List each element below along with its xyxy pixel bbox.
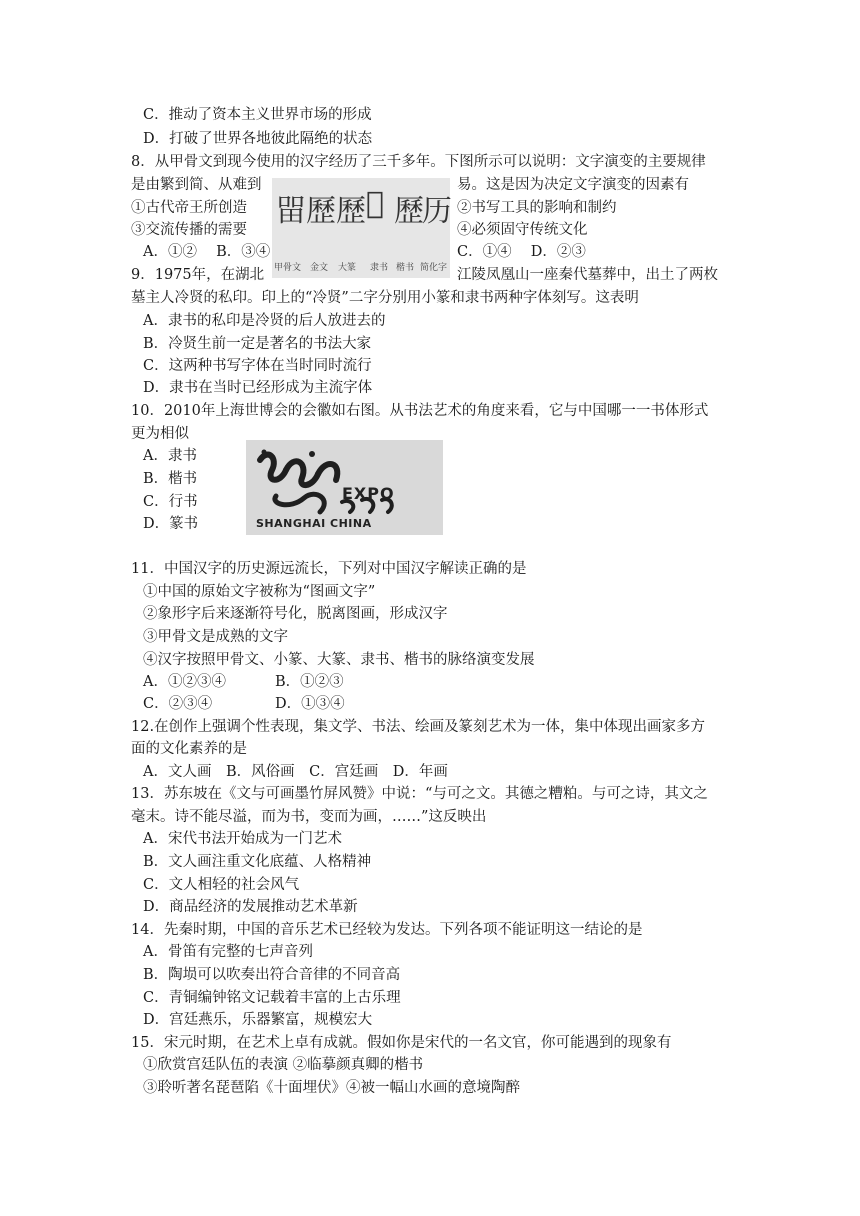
q11-option-d: D．①③④ bbox=[275, 696, 345, 712]
caption-regular: 楷书 bbox=[396, 263, 415, 273]
q8-item-4: ④必须固守传统文化 bbox=[457, 222, 588, 238]
q9-option-a: A．隶书的私印是冷贤的后人放进去的 bbox=[143, 313, 386, 329]
q10-option-d: D．篆书 bbox=[143, 516, 199, 532]
q14-stem: 14．先秦时期，中国的音乐艺术已经较为发达。下列各项不能证明这一结论的是 bbox=[131, 922, 643, 938]
q14-option-b: B．陶埙可以吹奏出符合音律的不同音高 bbox=[143, 967, 401, 983]
q11-stem: 11．中国汉字的历史源远流长，下列对中国汉字解读正确的是 bbox=[131, 561, 527, 577]
q9-stem-line2: 墓主人冷贤的私印。印上的“冷贤”二字分别用小篆和隶书两种字体刻写。这表明 bbox=[131, 290, 639, 306]
q8-options-ab: A．①② B．③④ bbox=[143, 244, 271, 260]
q12-stem-line2: 面的文化素养的是 bbox=[131, 741, 247, 757]
q7-option-c: C．推动了资本主义世界市场的形成 bbox=[143, 107, 372, 123]
glyph-large-seal: 歷 bbox=[336, 194, 366, 229]
q10-option-c: C．行书 bbox=[143, 494, 198, 510]
q9-option-b: B．冷贤生前一定是著名的书法大家 bbox=[143, 336, 372, 352]
logo-expo-text: EXPO bbox=[342, 484, 395, 503]
q8-options-cd: C．①④ D．②③ bbox=[457, 244, 586, 260]
q10-stem-line2: 更为相似 bbox=[131, 426, 189, 442]
glyph-clerical: 𢉎 bbox=[366, 186, 385, 221]
q11-statement-2: ②象形字后来逐渐符号化，脱离图画，形成汉字 bbox=[143, 606, 448, 622]
q13-stem-line1: 13．苏东坡在《文与可画墨竹屏风赞》中说：“与可之文。其德之糟粕。与可之诗，其文之 bbox=[131, 786, 708, 802]
q10-option-a: A．隶书 bbox=[143, 448, 197, 464]
q11-statement-3: ③甲骨文是成熟的文字 bbox=[143, 629, 288, 645]
q15-stem: 15．宋元时期，在艺术上卓有成就。假如你是宋代的一名文官，你可能遇到的现象有 bbox=[131, 1035, 672, 1051]
q13-stem-line2: 毫末。诗不能尽溢，而为书，变而为画，……”这反映出 bbox=[131, 809, 487, 825]
expo-logo-figure bbox=[246, 440, 443, 535]
script-evolution-figure bbox=[272, 178, 450, 278]
q9-stem-line1b: 江陵凤凰山一座秦代墓葬中，出土了两枚 bbox=[457, 267, 718, 283]
caption-bronze: 金文 bbox=[310, 263, 329, 273]
q13-option-b: B．文人画注重文化底蕴、人格精神 bbox=[143, 854, 372, 870]
q14-option-d: D．宫廷燕乐，乐器繁富，规模宏大 bbox=[143, 1012, 373, 1028]
q8-stem-line2b: 易。这是因为决定文字演变的因素有 bbox=[457, 177, 689, 193]
glyph-bronze: 歷 bbox=[306, 194, 336, 229]
logo-shanghai-china-text: SHANGHAI CHINA bbox=[256, 517, 372, 530]
q10-option-b: B．楷书 bbox=[143, 471, 198, 487]
q11-option-c: C．②③④ bbox=[143, 696, 213, 712]
caption-simplified: 简化字 bbox=[420, 263, 448, 273]
q12-stem-line1: 12.在创作上强调个性表现，集文学、书法、绘画及篆刻艺术为一体，集中体现出画家多方 bbox=[131, 719, 706, 735]
q13-option-d: D．商品经济的发展推动艺术革新 bbox=[143, 899, 358, 915]
caption-large-seal: 大篆 bbox=[338, 263, 357, 273]
q11-statement-4: ④汉字按照甲骨文、小篆、大篆、隶书、楷书的脉络演变发展 bbox=[143, 652, 535, 668]
q11-option-a: A．①②③④ bbox=[143, 674, 226, 690]
q8-item-2: ②书写工具的影响和制约 bbox=[457, 200, 617, 216]
q9-option-d: D．隶书在当时已经形成为主流字体 bbox=[143, 380, 373, 396]
q12-options: A．文人画 B．风俗画 C．宫廷画 D．年画 bbox=[143, 764, 448, 780]
q15-statements-1-2: ①欣赏宫廷队伍的表演 ②临摹颜真卿的楷书 bbox=[143, 1057, 424, 1073]
q13-option-a: A．宋代书法开始成为一门艺术 bbox=[143, 831, 342, 847]
q8-stem-line2a: 是由繁到简、从难到 bbox=[131, 177, 262, 193]
q9-option-c: C．这两种书写字体在当时同时流行 bbox=[143, 358, 372, 374]
q14-option-a: A．骨笛有完整的七声音列 bbox=[143, 944, 313, 960]
glyph-oracle: 㽞 bbox=[276, 194, 306, 229]
q13-option-c: C．文人相轻的社会风气 bbox=[143, 877, 300, 893]
q15-statements-3-4: ③聆听著名琵琶陷《十面埋伏》④被一幅山水画的意境陶醉 bbox=[143, 1080, 520, 1096]
q9-stem-line1a: 9．1975年，在湖北 bbox=[131, 267, 265, 283]
q14-option-c: C．青铜编钟铭文记载着丰富的上古乐理 bbox=[143, 990, 401, 1006]
q8-item-1: ①古代帝王所创造 bbox=[131, 200, 247, 216]
caption-oracle: 甲骨文 bbox=[274, 263, 302, 273]
caption-clerical: 隶书 bbox=[370, 263, 389, 273]
glyph-simplified: 历 bbox=[422, 194, 452, 229]
q7-option-d: D．打破了世界各地彼此隔绝的状态 bbox=[143, 131, 373, 147]
q11-statement-1: ①中国的原始文字被称为“图画文字” bbox=[143, 584, 376, 600]
glyph-regular: 歷 bbox=[394, 194, 424, 229]
q11-option-b: B．①②③ bbox=[275, 674, 344, 690]
q8-stem-line1: 8．从甲骨文到现今使用的汉字经历了三千多年。下图所示可以说明：文字演变的主要规律 bbox=[131, 154, 706, 170]
q8-item-3: ③交流传播的需要 bbox=[131, 222, 247, 238]
q10-stem-line1: 10．2010年上海世博会的会徽如右图。从书法艺术的角度来看，它与中国哪一一书体形式 bbox=[131, 403, 709, 419]
